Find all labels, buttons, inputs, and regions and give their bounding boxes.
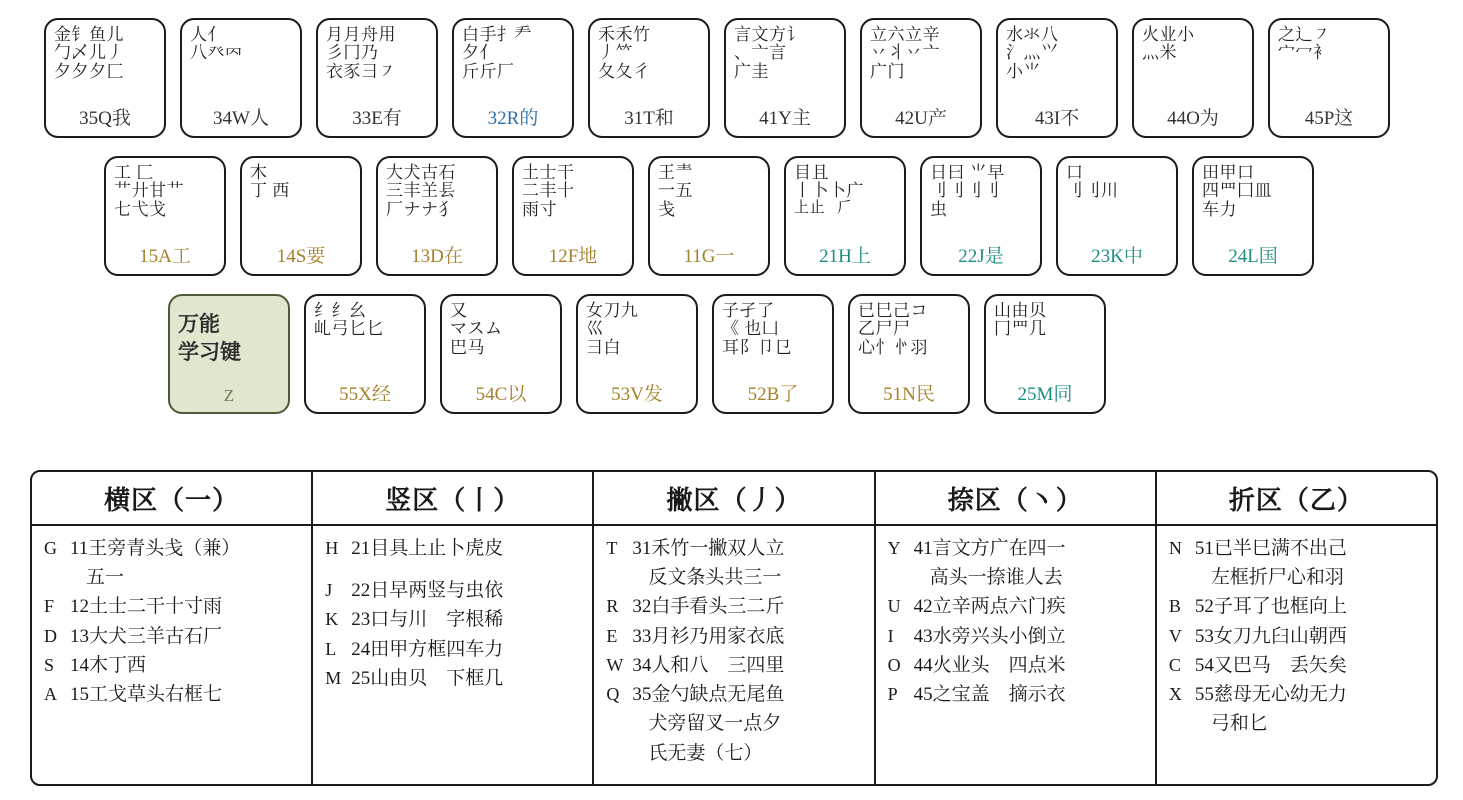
key-54c以[interactable]: [440, 294, 562, 414]
key-legend: 41Y主: [759, 108, 811, 129]
key-glyph-group: [326, 26, 428, 80]
key-14s要[interactable]: [240, 156, 362, 276]
zone-rule-key: E: [606, 625, 618, 646]
zone-rule-key: G: [44, 538, 57, 558]
key-glyph-line: 夕亻: [462, 43, 497, 63]
key-55x经[interactable]: [304, 294, 426, 414]
key-glyph-line: 月月舟用: [326, 25, 396, 44]
key-glyph-line: 一五: [658, 181, 693, 201]
zone-rule-text: 42立辛两点六门疾: [913, 596, 1066, 618]
zone-column-header: 捺区（丶）: [876, 472, 1155, 526]
key-legend: 21H上: [819, 246, 871, 267]
zone-rule-text: 51已半巳满不出己: [1194, 538, 1347, 559]
key-24l国[interactable]: [1192, 156, 1314, 276]
key-glyph-line: 巴马: [450, 337, 485, 357]
zone-rule-text: 44火业头 四点米: [913, 654, 1066, 676]
zone-rule-line: [325, 637, 582, 663]
key-legend: 43I不: [1034, 108, 1080, 129]
key-51n民[interactable]: [848, 294, 970, 414]
key-glyph-group: [870, 26, 972, 80]
key-legend: 55X经: [339, 384, 391, 405]
key-glyph-line: マスム: [450, 319, 503, 339]
key-glyph-line: 又: [450, 301, 468, 320]
key-glyph-line: 彐白: [586, 337, 621, 357]
key-53v发[interactable]: [576, 294, 698, 414]
key-legend: 35Q我: [79, 108, 131, 129]
key-glyph-line: 丿𥫗: [598, 43, 633, 63]
key-glyph-group: [930, 164, 1032, 218]
key-glyph-group: [1278, 26, 1380, 62]
zone-rule-text: 23口与川 字根稀: [351, 609, 504, 631]
zone-rule-text: 左框折尸心和羽: [1210, 567, 1344, 589]
key-glyph-line: 、亠言: [734, 43, 787, 63]
zone-rule-key: L: [325, 638, 337, 659]
zone-rule-key: K: [325, 609, 339, 630]
zone-rule-key: O: [887, 654, 901, 675]
zone-column-body: [1157, 526, 1436, 746]
zone-rule-text: 12土士二干十寸雨: [70, 596, 223, 618]
key-25m同[interactable]: [984, 294, 1106, 414]
zone-rule-key: H: [325, 538, 339, 558]
key-glyph-line: 立六立辛: [870, 25, 940, 44]
key-glyph-line: 巛: [586, 319, 604, 339]
key-22j是[interactable]: [920, 156, 1042, 276]
zone-column-body: [32, 526, 311, 716]
key-glyph-group: [1142, 26, 1244, 62]
key-glyph-group: [386, 164, 488, 218]
key-glyph-line: 虫: [930, 199, 948, 219]
zone-rule-key: C: [1168, 654, 1181, 675]
zone-rule-line: [325, 565, 582, 575]
key-13d在[interactable]: [376, 156, 498, 276]
key-legend: 45P这: [1304, 108, 1354, 129]
zone-rule-line: [1169, 594, 1426, 620]
key-glyph-line: 车力: [1202, 199, 1237, 219]
zone-rule-text: 高头一捺谁人去: [929, 567, 1063, 589]
zone-rule-text: 15工戈草头右框七: [70, 684, 223, 706]
key-glyph-group: [722, 302, 824, 356]
key-legend: 22J是: [958, 246, 1004, 267]
zone-rule-line: [606, 594, 863, 620]
key-glyph-line: 乙尸尸: [858, 319, 911, 339]
zone-column-body: [313, 526, 592, 700]
key-glyph-group: [598, 26, 700, 80]
key-glyph-line: 雨寸: [522, 199, 557, 219]
zone-rule-line: [1169, 682, 1426, 708]
zone-rule-text: 53女刀九臼山朝西: [1194, 625, 1347, 647]
key-legend: 32R的: [487, 108, 539, 129]
key-glyph-line: 水氺八: [1006, 25, 1059, 44]
zone-rule-line: [44, 624, 301, 650]
zone-rule-key: T: [606, 538, 618, 558]
key-52b了[interactable]: [712, 294, 834, 414]
key-glyph-line: 口: [1066, 163, 1084, 182]
key-44o为[interactable]: [1132, 18, 1254, 138]
key-glyph-group: [586, 302, 688, 356]
zone-rule-line: [44, 653, 301, 679]
key-legend: 13D在: [411, 246, 463, 267]
key-glyph-line: 王龶: [658, 163, 693, 182]
key-z-label: 万能: [178, 312, 220, 336]
key-glyph-line: 冂罒几: [994, 319, 1047, 339]
key-legend: 24L国: [1228, 246, 1278, 267]
key-glyph-line: 夕夕夕匚: [54, 61, 124, 81]
key-glyph-line: 大犬古石: [386, 163, 456, 182]
key-glyph-line: 夂夂彳: [598, 61, 651, 81]
zone-rule-text: 14木丁西: [70, 654, 147, 676]
zone-rule-line: [1169, 536, 1426, 562]
key-glyph-line: 金钅鱼儿: [54, 25, 124, 44]
zone-rule-text: 52子耳了也框向上: [1194, 596, 1347, 618]
zone-rule-key: A: [44, 684, 57, 705]
zone-rule-text: 反文条头共三一: [648, 567, 782, 589]
zone-column-header: 横区（一）: [32, 472, 311, 526]
key-glyph-group: [1006, 26, 1108, 80]
key-z[interactable]: [168, 294, 290, 414]
zone-rule-text: 五一: [86, 567, 125, 589]
zone-rule-key: F: [44, 596, 55, 617]
zone-rule-text: 34人和八 三四里: [632, 654, 785, 676]
key-glyph-group: [658, 164, 760, 218]
key-glyph-group: [190, 26, 292, 62]
zone-rule-line: [606, 653, 863, 679]
key-glyph-line: 厂ナナ犭: [386, 199, 456, 219]
key-11g一[interactable]: [648, 156, 770, 276]
key-glyph-line: 日曰 ⺌早: [930, 163, 1005, 182]
zone-rule-key: S: [44, 654, 55, 675]
zone-column: [313, 472, 594, 784]
key-glyph-group: [114, 164, 216, 218]
key-glyph-line: 宀冖衤: [1278, 43, 1331, 63]
key-glyph-line: 灬米: [1142, 43, 1177, 63]
key-legend: 23K中: [1091, 246, 1143, 267]
key-glyph-group: [54, 26, 156, 80]
zone-rule-line: [1169, 624, 1426, 650]
key-glyph-line: 丁 西: [250, 181, 290, 201]
key-glyph-group: [250, 164, 352, 200]
zone-rule-key: P: [887, 684, 898, 705]
key-43i不[interactable]: [996, 18, 1118, 138]
key-glyph-line: 乢弓匕匕: [314, 319, 384, 339]
key-glyph-line: 丷丬丷亠: [870, 43, 940, 63]
zone-rule-text: 弓和匕: [1210, 713, 1268, 735]
key-legend: 53V发: [611, 384, 663, 405]
zone-column: [32, 472, 313, 784]
zone-rule-text: 24田甲方框四车力: [351, 638, 504, 660]
key-glyph-group: [858, 302, 960, 356]
zone-column: [594, 472, 875, 784]
zone-rule-line: [888, 624, 1145, 650]
key-glyph-line: 彡冂乃: [326, 43, 379, 63]
key-glyph-line: 勹乄儿丿: [54, 43, 124, 63]
key-glyph-line: 刂刂川: [1066, 181, 1119, 201]
key-12f地[interactable]: [512, 156, 634, 276]
zone-column: [876, 472, 1157, 784]
zone-rule-key: I: [887, 625, 894, 646]
zone-rule-key: V: [1168, 625, 1182, 646]
key-glyph-line: 八癶𠔿: [190, 43, 243, 63]
key-42u产[interactable]: [860, 18, 982, 138]
zone-rule-key: M: [325, 667, 342, 688]
zone-rule-line: [1169, 565, 1426, 591]
key-glyph-line: 人亻: [190, 25, 225, 44]
zone-rule-line: [888, 682, 1145, 708]
key-legend: 31T和: [624, 108, 674, 129]
key-glyph-line: 女刀九: [586, 301, 639, 320]
key-glyph-line: 已巳己コ: [858, 301, 928, 320]
zone-rule-line: [606, 711, 863, 737]
key-glyph-line: 心忄㣺羽: [858, 337, 928, 357]
key-glyph-line: 戋: [658, 199, 676, 219]
zone-column-header: 竖区（丨）: [313, 472, 592, 526]
zone-rule-text: 45之宝盖 摘示衣: [913, 684, 1066, 706]
key-glyph-line: 目且: [794, 163, 829, 182]
key-glyph-line: 之辶㇇: [1278, 25, 1331, 44]
zone-rule-line: [44, 565, 301, 591]
key-glyph-line: 山由贝: [994, 301, 1047, 320]
key-glyph-line: 上止𧿨𠂆: [794, 199, 853, 216]
zone-rule-text: 55慈母无心幼无力: [1194, 684, 1347, 706]
key-glyph-line: 艹廾甘艹: [114, 181, 184, 201]
zone-rule-line: [44, 682, 301, 708]
zone-column-header: 撇区（丿）: [594, 472, 873, 526]
zone-rule-text: 54又巴马 丢矢矣: [1194, 654, 1347, 676]
key-legend: 42U产: [895, 108, 947, 129]
keyboard-row-top: [44, 18, 1463, 138]
zone-rule-text: 43水旁兴头小倒立: [913, 625, 1066, 647]
key-glyph-group: [1202, 164, 1304, 218]
key-glyph-line: 七弋戈: [114, 199, 167, 219]
key-glyph-group: [734, 26, 836, 80]
key-legend: 52B了: [747, 384, 799, 405]
key-glyph-line: 木: [250, 163, 268, 182]
zone-rule-key: Q: [606, 684, 620, 705]
key-33e有[interactable]: [316, 18, 438, 138]
key-glyph-group: [314, 302, 416, 338]
zone-rule-key: Y: [887, 538, 901, 558]
wubi-zone-table: [30, 470, 1438, 786]
zone-rule-key: W: [606, 654, 624, 675]
key-legend: 25M同: [1017, 384, 1073, 405]
key-legend: 14S要: [276, 246, 326, 267]
key-glyph-line: 子孑了: [722, 301, 775, 320]
key-legend: 44O为: [1167, 108, 1219, 129]
zone-rule-text: 氏无妻（七）: [648, 742, 763, 764]
zone-column: [1157, 472, 1436, 784]
key-glyph-line: 丨卜卜广: [794, 181, 864, 201]
key-legend: 54C以: [475, 384, 527, 405]
zone-rule-key: J: [325, 580, 333, 601]
zone-rule-line: [888, 594, 1145, 620]
key-legend: 11G一: [683, 246, 735, 267]
zone-rule-text: 25山由贝 下框几: [351, 667, 504, 689]
key-glyph-line: 言文方讠: [734, 25, 804, 44]
key-glyph-line: 纟纟幺: [314, 301, 367, 320]
key-glyph-group: [1066, 164, 1168, 200]
key-glyph-line: 工 匚: [114, 163, 154, 182]
zone-rule-line: [606, 536, 863, 562]
key-glyph-group: [994, 302, 1096, 338]
key-glyph-line: 广圭: [734, 61, 769, 81]
zone-rule-key: X: [1168, 684, 1182, 705]
zone-rule-line: [1169, 711, 1426, 737]
zone-rule-text: 11王旁青头戋（兼）: [70, 538, 241, 559]
key-23k中[interactable]: [1056, 156, 1178, 276]
key-glyph-line: 小⺌: [1006, 61, 1041, 81]
key-glyph-group: [462, 26, 564, 80]
key-glyph-group: [794, 164, 896, 216]
key-glyph-line: 白手扌龵: [462, 25, 532, 44]
keyboard-row-home: [104, 156, 1463, 276]
key-z-text-group: [178, 302, 280, 367]
key-35q我[interactable]: [44, 18, 166, 138]
key-glyph-line: 氵灬⺍: [1006, 43, 1059, 63]
keyboard-row-bottom: [168, 294, 1463, 414]
key-glyph-line: 广门: [870, 61, 905, 81]
zone-rule-line: [325, 578, 582, 604]
key-glyph-line: 田甲口: [1202, 163, 1255, 182]
key-legend: 51N民: [883, 384, 935, 405]
zone-rule-line: [606, 624, 863, 650]
zone-rule-line: [1169, 653, 1426, 679]
zone-rule-text: 31禾竹一撇双人立: [632, 538, 785, 559]
key-glyph-line: 斤斤厂: [462, 61, 515, 81]
zone-rule-line: [606, 565, 863, 591]
zone-rule-text: 22日早两竖与虫依: [351, 580, 504, 602]
zone-rule-line: [325, 607, 582, 633]
key-45p这[interactable]: [1268, 18, 1390, 138]
zone-rule-key: U: [887, 596, 901, 617]
zone-column-header: 折区（乙）: [1157, 472, 1436, 526]
key-legend: 12F地: [548, 246, 598, 267]
key-21h上[interactable]: [784, 156, 906, 276]
zone-rule-line: [888, 653, 1145, 679]
key-glyph-line: 三丰𦍌镸: [386, 181, 456, 201]
zone-rule-line: [44, 594, 301, 620]
zone-rule-line: [606, 682, 863, 708]
key-legend: Z: [223, 386, 235, 405]
key-41y主[interactable]: [724, 18, 846, 138]
key-glyph-line: 四罒囗皿: [1202, 181, 1272, 201]
zone-rule-line: [888, 536, 1145, 562]
key-z-sublabel: 学习键: [178, 340, 241, 365]
key-legend: 34W人: [213, 108, 269, 129]
zone-rule-line: [44, 536, 301, 562]
zone-rule-line: [325, 536, 582, 562]
zone-rule-text: 犬旁留叉一点夕: [648, 713, 782, 735]
key-glyph-line: 衣豕彐㇇: [326, 61, 396, 81]
key-glyph-line: 耳阝卩㔾: [722, 337, 792, 357]
key-glyph-line: 《 也凵: [722, 319, 780, 339]
key-31t和[interactable]: [588, 18, 710, 138]
key-glyph-line: 火业小: [1142, 25, 1195, 44]
zone-rule-key: R: [606, 596, 619, 617]
zone-rule-text: 32白手看头三二斤: [632, 596, 785, 618]
zone-column-body: [594, 526, 873, 775]
key-legend: 33E有: [352, 108, 402, 129]
zone-rule-key: D: [44, 625, 57, 646]
zone-rule-line: [606, 741, 863, 767]
zone-rule-key: N: [1168, 538, 1182, 558]
key-glyph-line: 二丰十: [522, 181, 575, 201]
key-glyph-group: [522, 164, 624, 218]
zone-rule-text: 41言文方广在四一: [913, 538, 1066, 559]
zone-rule-line: [325, 666, 582, 692]
key-glyph-line: 禾禾竹: [598, 25, 651, 44]
zone-rule-line: [888, 565, 1145, 591]
zone-rule-text: 33月衫乃用家衣底: [632, 625, 785, 647]
key-legend: 15A工: [139, 246, 191, 267]
zone-rule-key: B: [1168, 596, 1181, 617]
key-glyph-line: 刂刂刂刂: [930, 181, 1000, 201]
key-glyph-group: [450, 302, 552, 356]
key-15a工[interactable]: [104, 156, 226, 276]
key-34w人[interactable]: [180, 18, 302, 138]
zone-column-body: [876, 526, 1155, 716]
key-glyph-line: 土士干: [522, 163, 575, 182]
key-32r的[interactable]: [452, 18, 574, 138]
zone-rule-text: 35金勺缺点无尾鱼: [632, 684, 785, 706]
zone-rule-text: 21目具上止卜虎皮: [351, 538, 504, 559]
zone-rule-text: 13大犬三羊古石厂: [70, 625, 223, 647]
